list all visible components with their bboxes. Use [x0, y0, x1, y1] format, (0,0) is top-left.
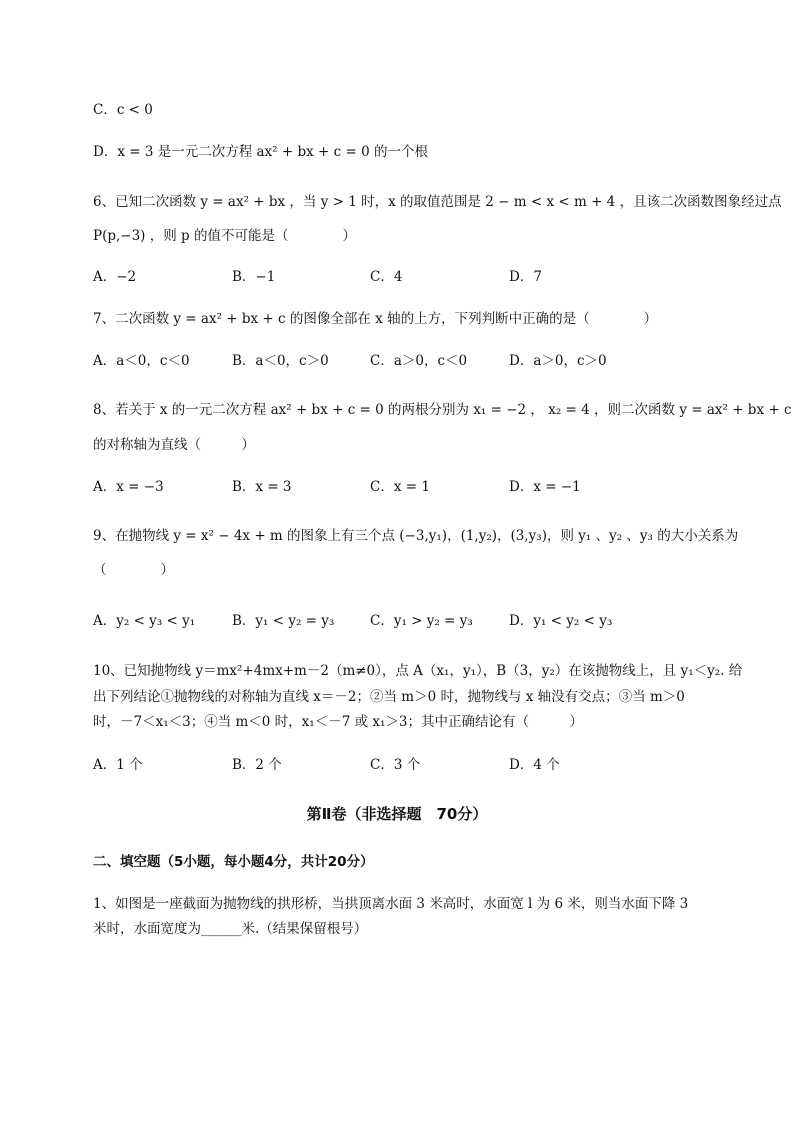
q8-stem-line2: 的对称轴为直线（ ） — [93, 437, 255, 453]
q10-option-d: D．4 个 — [509, 757, 560, 773]
q10-stem-line1: 10、已知抛物线 y＝mx²+4mx+m－2（m≠0），点 A（x₁，y₁），B（3，y₂）在该抛物线上，且 y₁＜y₂. 给 — [93, 663, 743, 679]
q9-stem-line2: （ ） — [93, 562, 174, 578]
q7-option-b: B．a＜0，c＞0 — [232, 353, 329, 369]
q5-option-c: C．c < 0 — [93, 102, 153, 118]
q6-option-b: B．−1 — [232, 269, 276, 285]
q9-option-c: C．y₁ > y₂ = y₃ — [370, 613, 473, 629]
part2-title: 第Ⅱ卷（非选择题 70分） — [306, 805, 488, 823]
q7-option-c: C．a＞0，c＜0 — [370, 353, 468, 369]
q10-option-a: A．1 个 — [93, 757, 143, 773]
q9-option-a: A．y₂ < y₃ < y₁ — [93, 613, 196, 629]
q10-option-b: B．2 个 — [232, 757, 282, 773]
q8-stem-line1: 8、若关于 x 的一元二次方程 ax² + bx + c = 0 的两根分别为 x₁ = −2 ， x₂ = 4 ，则二次函数 y = ax² + bx + c — [93, 402, 792, 418]
q10-stem-line3: 时，－7＜x₁＜3；④当 m＜0 时，x₁＜－7 或 x₁＞3；其中正确结论有（ ） — [93, 714, 583, 730]
q7-stem: 7、二次函数 y = ax² + bx + c 的图像全部在 x 轴的上方，下列判断中正确的是（ ） — [93, 311, 658, 327]
q6-option-a: A．−2 — [93, 269, 137, 285]
q6-stem-line1: 6、已知二次函数 y = ax² + bx ，当 y > 1 时，x 的取值范围是 2 − m < x < m + 4 ，且该二次函数图象经过点 — [93, 194, 782, 210]
q6-stem-line2: P(p,−3) ，则 p 的值不可能是（ ） — [93, 228, 356, 244]
fill1-stem-line2: 米时，水面宽度为______米.（结果保留根号） — [93, 921, 368, 937]
q9-stem-line1: 9、在抛物线 y = x² − 4x + m 的图象上有三个点 (−3,y₁)，(1,y₂)，(3,y₃)，则 y₁ 、y₂ 、y₃ 的大小关系为 — [93, 528, 739, 544]
q10-option-c: C．3 个 — [370, 757, 421, 773]
q5-option-d: D．x = 3 是一元二次方程 ax² + bx + c = 0 的一个根 — [93, 144, 428, 160]
q6-option-d: D．7 — [509, 269, 542, 285]
fill1-stem-line1: 1、如图是一座截面为抛物线的拱形桥，当拱顶离水面 3 米高时，水面宽 l 为 6 米，则当水面下降 3 — [93, 896, 689, 912]
q6-option-c: C．4 — [370, 269, 403, 285]
q8-option-d: D．x = −1 — [509, 479, 581, 495]
q7-option-a: A．a＜0，c＜0 — [93, 353, 190, 369]
q8-option-a: A．x = −3 — [93, 479, 164, 495]
q8-option-b: B．x = 3 — [232, 479, 292, 495]
q10-stem-line2: 出下列结论①抛物线的对称轴为直线 x＝－2；②当 m＞0 时，抛物线与 x 轴没有交点；③当 m＞0 — [93, 689, 685, 705]
q7-option-d: D．a＞0，c＞0 — [509, 353, 607, 369]
q8-option-c: C．x = 1 — [370, 479, 430, 495]
section2-title: 二、填空题（5小题，每小题4分，共计20分） — [93, 854, 374, 870]
q9-option-b: B．y₁ < y₂ = y₃ — [232, 613, 335, 629]
q9-option-d: D．y₁ < y₂ < y₃ — [509, 613, 613, 629]
